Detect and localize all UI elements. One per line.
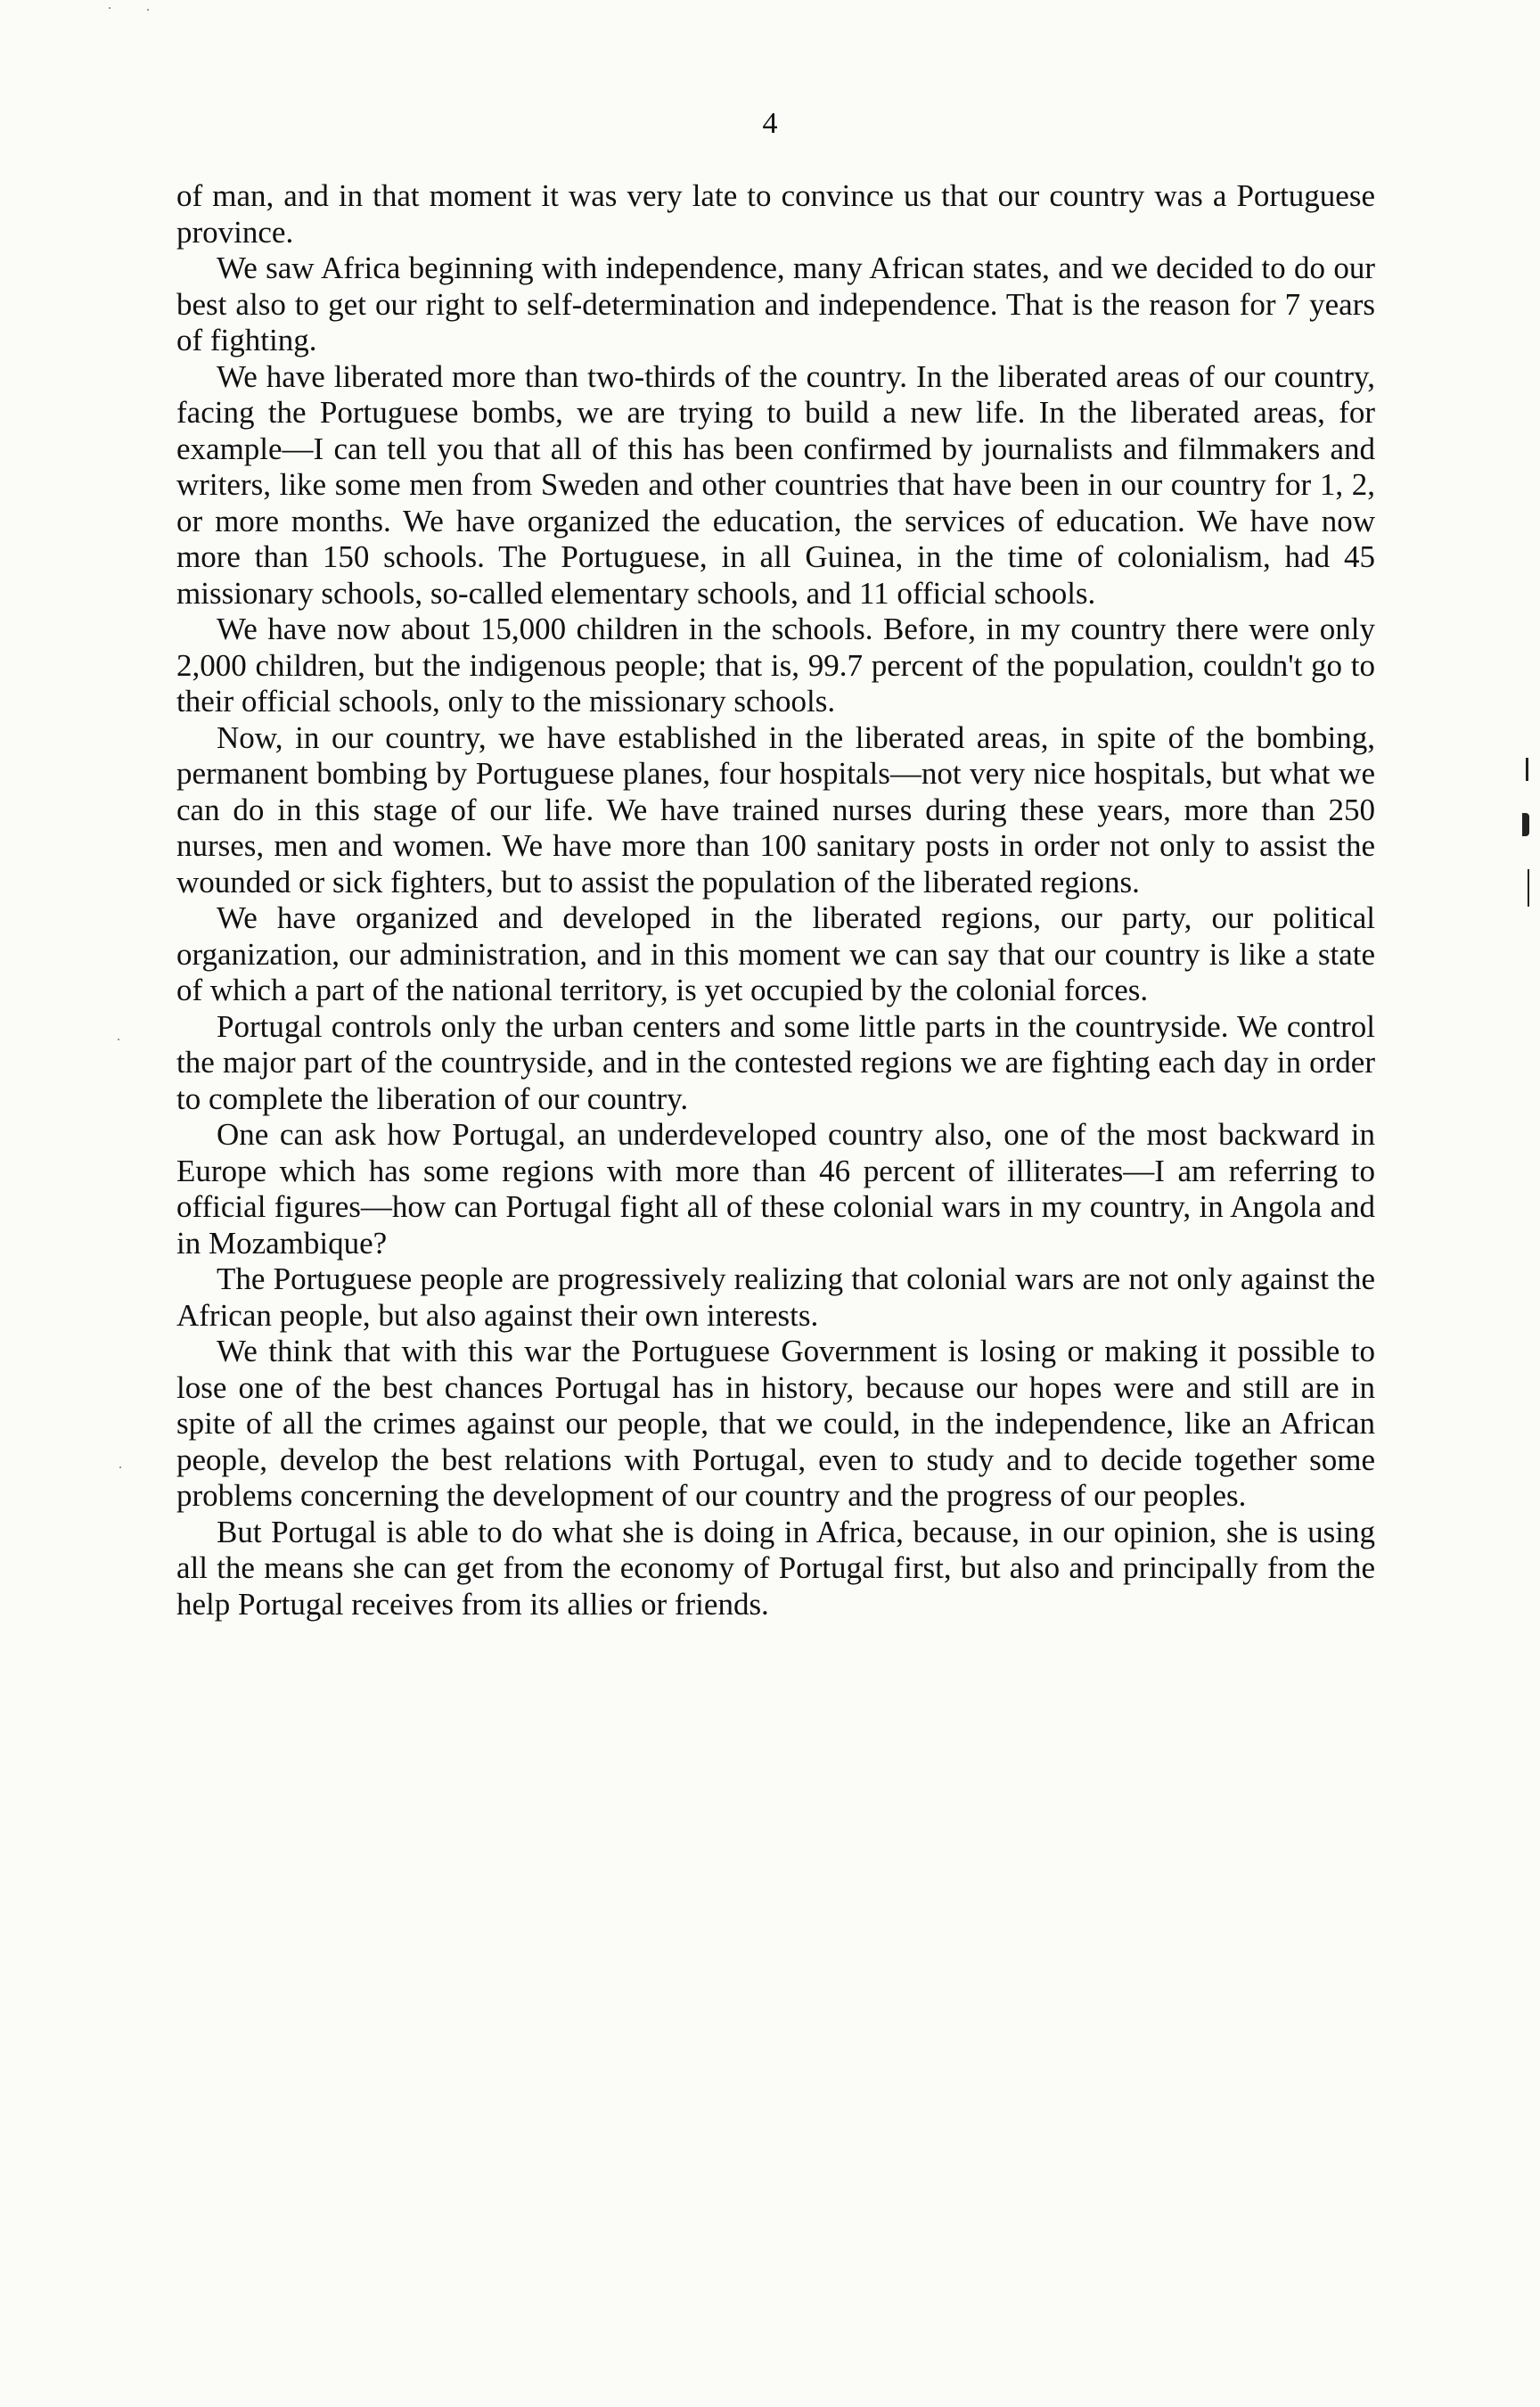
body-text xyxy=(176,178,1375,1622)
paragraph: We have liberated more than two-thirds of the country. In the liberated areas of our country, facing the Portuguese bombs, we are trying to build a new life. In the liberated areas, for example—I can tell you that all of this has been confirmed by journalists and filmmakers and writers, like some men from Sweden and other countries that have been in our country for 1, 2, or more months. We have organized the education, the services of education. We have now more than 150 schools. The Portuguese, in all Guinea, in the time of colonialism, had 45 missionary schools, so-called elementary schools, and 11 official schools. xyxy=(176,358,1375,611)
scan-speck xyxy=(118,1039,119,1040)
scan-speck xyxy=(147,9,149,11)
paragraph: of man, and in that moment it was very late to convince us that our country was a Portuguese province. xyxy=(176,178,1375,250)
paragraph: We have organized and developed in the liberated regions, our party, our political organization, our administration, and in this moment we can say that our country is like a state of which a part of the national territory, is yet occupied by the colonial forces. xyxy=(176,900,1375,1007)
scan-margin-mark xyxy=(1522,813,1529,836)
scan-speck xyxy=(119,1466,121,1468)
scan-speck xyxy=(109,7,111,9)
paragraph: We saw Africa beginning with independence, many African states, and we decided to do our best also to get our right to self-determination and independence. That is the reason for 7 years of fighting. xyxy=(176,251,1375,357)
page-number: 4 xyxy=(762,107,778,140)
paragraph: We think that with this war the Portuguese Government is losing or making it possible to lose one of the best chances Portugal has in history, because our hopes were and still are in spite of all the crimes against our people, that we could, in the independence, like an African people, develop the best relations with Portugal, even to study and to decide together some problems concerning the development of our country and the progress of our peoples. xyxy=(176,1334,1375,1513)
paragraph: One can ask how Portugal, an underdeveloped country also, one of the most backward in Europe which has some regions with more than 46 percent of illiterates—I am referring to official figures—how can Portugal fight all of these colonial wars in my country, in Angola and in Mozambique? xyxy=(176,1117,1375,1261)
paragraph: Now, in our country, we have established in the liberated areas, in spite of the bombing, permanent bombing by Portuguese planes, four hospitals—not very nice hospitals, but what we can do in this stage of our life. We have trained nurses during these years, more than 250 nurses, men and women. We have more than 100 sanitary posts in order not only to assist the wounded or sick fighters, but to assist the population of the liberated regions. xyxy=(176,719,1375,900)
paragraph: We have now about 15,000 children in the schools. Before, in my country there were only 2,000 children, but the indigenous people; that is, 99.7 percent of the population, couldn't go to their official schools, only to the missionary schools. xyxy=(176,612,1375,719)
scan-margin-mark xyxy=(1526,758,1528,781)
paragraph: But Portugal is able to do what she is doing in Africa, because, in our opinion, she is using all the means she can get from the economy of Portugal first, but also and principally from the help Portugal receives from its allies or friends. xyxy=(176,1514,1375,1622)
paragraph: The Portuguese people are progressively realizing that colonial wars are not only against the African people, but also against their own interests. xyxy=(176,1261,1375,1333)
scan-margin-mark xyxy=(1528,869,1529,907)
paragraph: Portugal controls only the urban centers and some little parts in the countryside. We control the major part of the countryside, and in the contested regions we are fighting each day in order to complete the liberation of our country. xyxy=(176,1008,1375,1116)
